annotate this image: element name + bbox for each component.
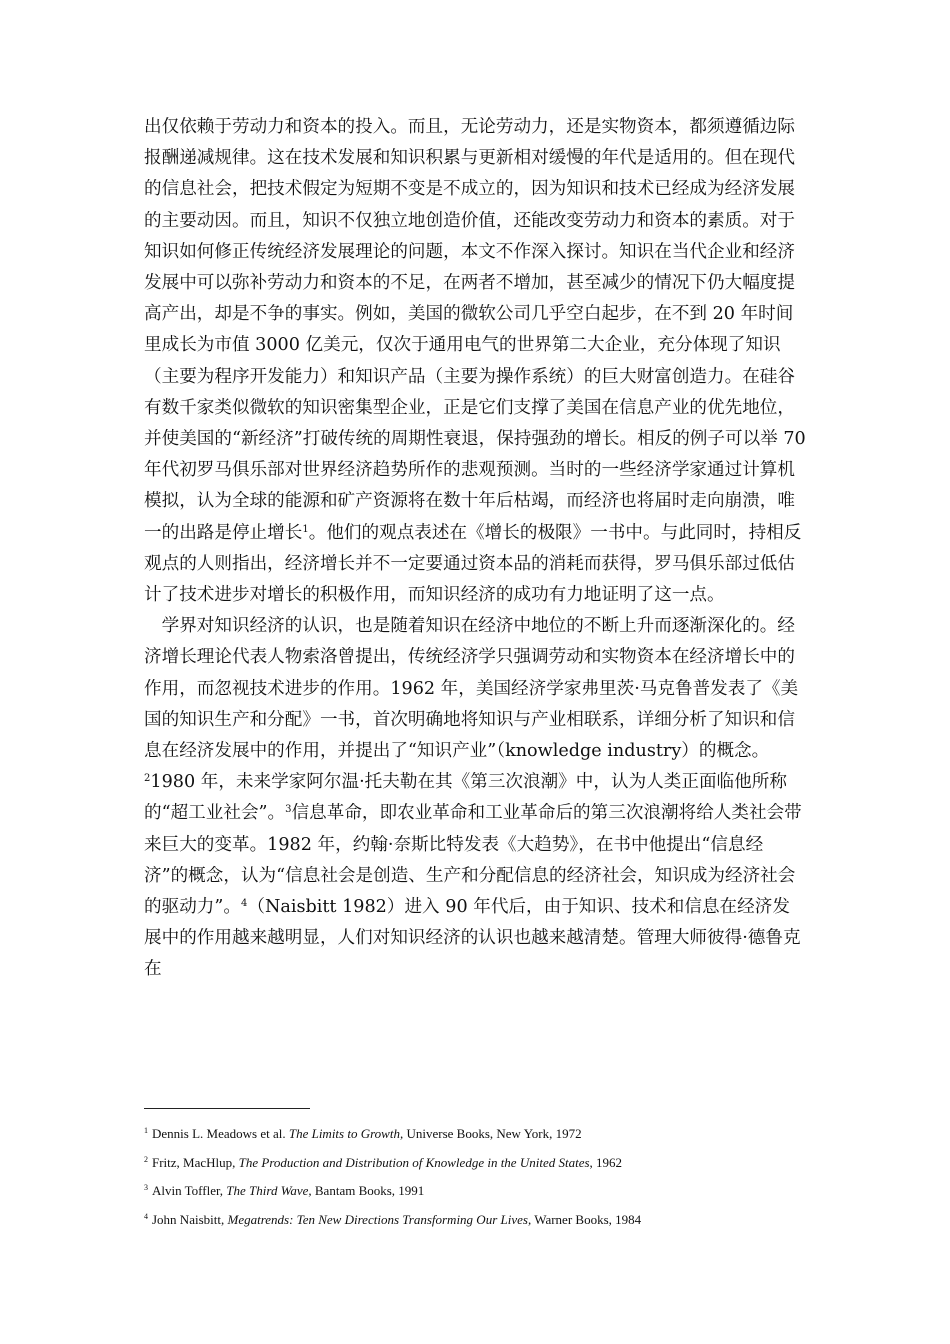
footnote	[144, 1153, 806, 1182]
text-run: 1980 年，未来学家阿尔温·托夫勒在其《第三次浪潮》中，认为人类正面临他所称的“超工业社会”。	[144, 772, 787, 824]
body-text	[144, 112, 806, 986]
footnote-ref[interactable]: 4	[240, 898, 248, 910]
footnote-mark: 4	[144, 1211, 148, 1221]
footnote-publisher: Universe Books, New York, 1972	[403, 1126, 582, 1141]
footnote-title: Megatrends: Ten New Directions Transforming Our Lives,	[227, 1211, 532, 1227]
footnote-publisher: Bantam Books, 1991	[311, 1183, 425, 1198]
paragraph	[144, 112, 806, 611]
footnote	[144, 1181, 806, 1210]
footnote-title: The Production and Distribution of Knowledge in the United States	[238, 1154, 590, 1170]
footnote-publisher: , 1962	[589, 1154, 623, 1170]
footnote-title: The Third Wave,	[226, 1183, 312, 1198]
text-run: 。他们的观点表述在《增长的极限》一书中。与此同时，持相反观点的人则指出，经济增长并不一定要通过资本品的消耗而获得，罗马俱乐部过低估计了技术进步对增长的积极作用，而知识经济的成功有力地证明了这一点。	[144, 522, 802, 606]
text-run: 信息革命，即农业革命和工业革命后的第三次浪潮将给人类社会带来巨大的变革。1982 年，约翰·奈斯比特发表《大趋势》，在书中他提出“信息经济”的概念，认为“信息社会是创造、生产和分配信息的经济社会，知识成为经济社会的驱动力”。	[144, 803, 802, 918]
footnote-mark: 3	[144, 1183, 148, 1192]
footnote-publisher: Warner Books, 1984	[531, 1211, 642, 1227]
text-run: （Naisbitt 1982）进入 90 年代后，由于知识、技术和信息在经济发展中的作用越来越明显，人们对知识经济的认识也越来越清楚。管理大师彼得·德鲁克在	[144, 897, 801, 980]
footnote-author: Dennis L. Meadows et al.	[152, 1126, 289, 1141]
footnotes	[144, 1124, 806, 1238]
footnote-author: John Naisbitt,	[152, 1211, 228, 1227]
footnote-ref[interactable]: 1	[302, 523, 309, 535]
footnote-title: The Limits to Growth,	[288, 1126, 404, 1141]
footnote	[144, 1124, 806, 1153]
text-run: 出仅依赖于劳动力和资本的投入。而且，无论劳动力，还是实物资本，都须遵循边际报酬递减规律。这在技术发展和知识积累与更新相对缓慢的年代是适用的。但在现代的信息社会，把技术假定为短期不变是不成立的，因为知识和技术已经成为经济发展的主要动因。而且，知识不仅独立地创造价值，还能改变劳动力和资本的素质。对于知识如何修正传统经济发展理论的问题，本文不作深入探讨。知识在当代企业和经济发展中可以弥补劳动力和资本的不足，在两者不增加，甚至减少的情况下仍大幅度提高产出，却是不争的事实。例如，美国的微软公司几乎空白起步，在不到 20 年时间里成长为市值 3000 亿美元，仅次于通用电气的世界第二大企业，充分体现了知识（主要为程序开发能力）和知识产品（主要为操作系统）的巨大财富创造力。在硅谷有数千家类似微软的知识密集型企业，正是它们支撑了美国在信息产业的优先地位，并使美国的“新经济”打破传统的周期性衰退，保持强劲的增长。相反的例子可以举 70 年代初罗马俱乐部对世界经济趋势所作的悲观预测。当时的一些经济学家通过计算机模拟，认为全球的能源和矿产资源将在数十年后枯竭，而经济也将届时走向崩溃，唯一的出路是停止增长	[144, 117, 806, 543]
footnote-separator	[144, 1108, 310, 1109]
footnote-ref[interactable]: 2	[144, 773, 151, 785]
footnote-mark: 1	[144, 1126, 148, 1135]
footnote-mark: 2	[144, 1154, 148, 1164]
footnote-ref[interactable]: 3	[285, 804, 292, 816]
footnote-author: Alvin Toffler,	[152, 1183, 227, 1198]
footnote-author: Fritz, MacHlup,	[152, 1154, 239, 1170]
paragraph	[144, 611, 806, 985]
text-run: 学界对知识经济的认识，也是随着知识在经济中地位的不断上升而逐渐深化的。经济增长理论代表人物索洛曾提出，传统经济学只强调劳动和实物资本在经济增长中的作用，而忽视技术进步的作用。1962 年，美国经济学家弗里茨·马克鲁普发表了《美国的知识生产和分配》一书，首次明确地将知识与产业相联系，详细分析了知识和信息在经济发展中的作用，并提出了“知识产业”（knowledge industry）的概念。	[144, 616, 799, 762]
footnote	[144, 1210, 806, 1239]
